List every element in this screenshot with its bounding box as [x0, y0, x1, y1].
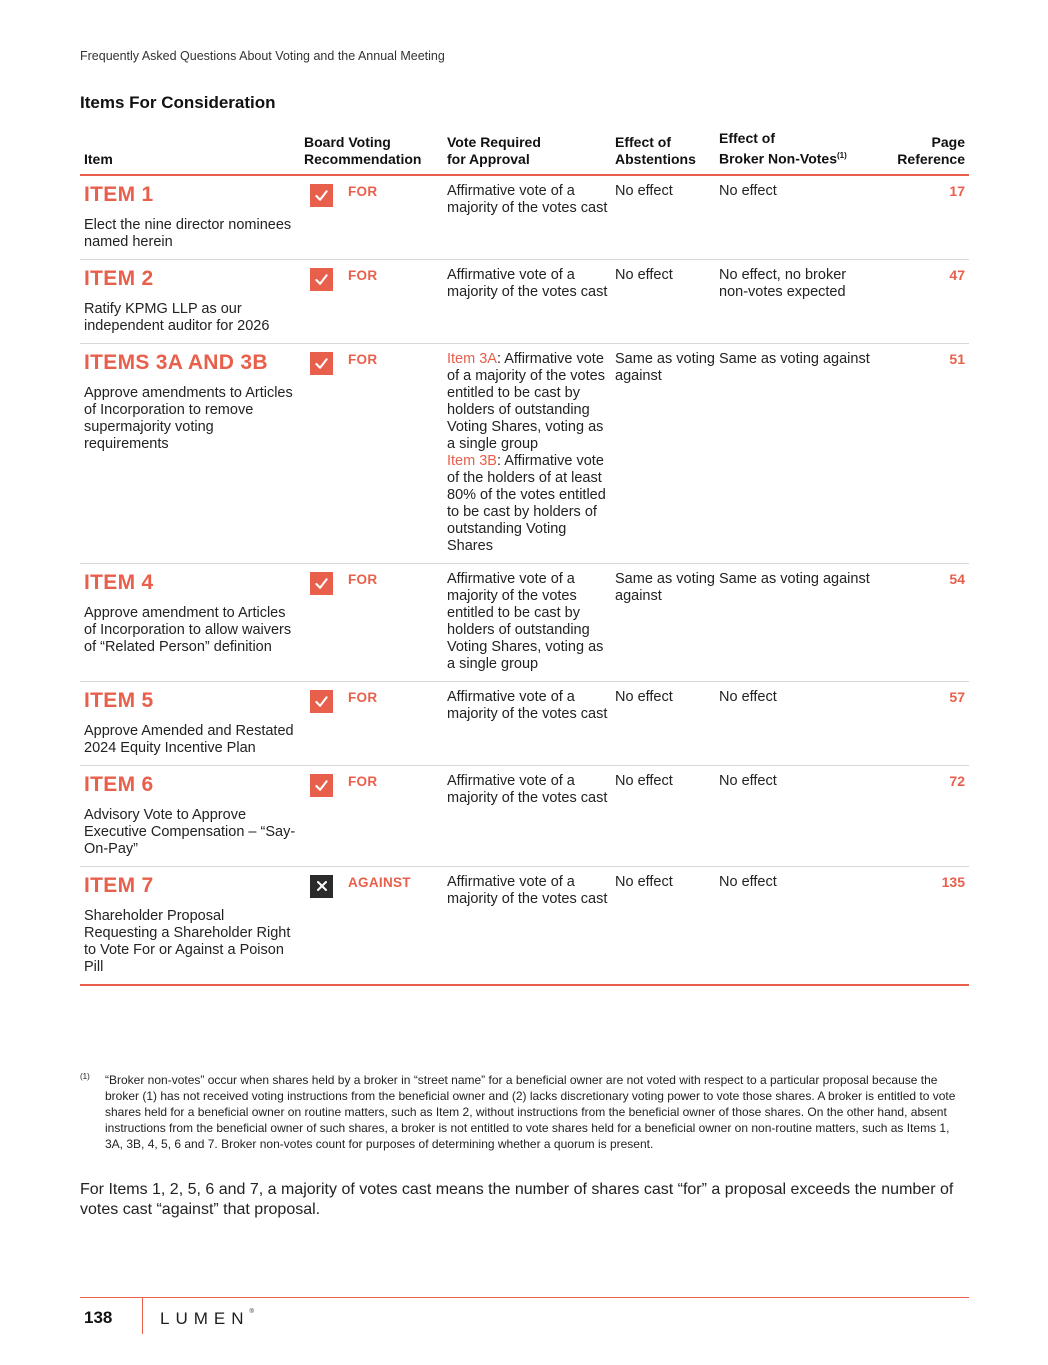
abstentions-effect: No effect	[615, 266, 673, 283]
logo-text: LUMEN	[160, 1309, 250, 1328]
table-row	[80, 765, 969, 866]
item-3b-label: Item 3B	[447, 452, 497, 469]
vote-required: Affirmative vote of a majority of the votes cast	[447, 873, 608, 907]
page-reference-link[interactable]: 51	[949, 350, 965, 367]
table-row	[80, 343, 969, 563]
checkmark-icon	[310, 774, 333, 797]
item-3a-label: Item 3A	[447, 350, 497, 367]
recommendation-label: AGAINST	[348, 874, 411, 890]
running-head: Frequently Asked Questions About Voting and the Annual Meeting	[80, 49, 445, 63]
vote-required: Affirmative vote of a majority of the votes cast	[447, 266, 608, 300]
item-number: ITEM 7	[84, 873, 154, 897]
footnote-text: “Broker non-votes” occur when shares held by a broker in “street name” for a beneficial owner are not voted with respect to a particular proposal because the broker (1) has not received voting instructions from the beneficial owner and (2) lacks discretionary voting power to vote those shares. A broker is entitled to vote shares held for a beneficial owner on routine matters, such as Item 2, without instructions from the beneficial owner of those shares. On the other hand, absent instructions from the beneficial owner of such shares, a broker is not entitled to vote shares held for a beneficial owner on non-routine matters, such as Items 1, 3A, 3B, 4, 5, 6 and 7. Broker non-votes count for purposes of determining whether a quorum is present.	[105, 1073, 956, 1151]
checkmark-icon	[310, 352, 333, 375]
logo-registered-mark: ®	[249, 1309, 254, 1315]
recommendation-label: FOR	[348, 183, 378, 199]
item-description: Shareholder Proposal Requesting a Shareholder Right to Vote For or Against a Poison Pill	[84, 907, 291, 975]
item-description: Advisory Vote to Approve Executive Compensation – “Say-On-Pay”	[84, 806, 296, 857]
recommendation-label: FOR	[348, 773, 378, 789]
vote-required: Affirmative vote of a majority of the votes cast	[447, 772, 608, 806]
page-reference-link[interactable]: 54	[949, 570, 965, 587]
abstentions-effect: Same as voting against	[615, 350, 715, 384]
item-description: Approve amendment to Articles of Incorporation to allow waivers of “Related Person” definition	[84, 604, 292, 655]
header-broker-non-votes: Effect of Broker Non-Votes$^{(1)}$	[719, 130, 847, 167]
header-abstentions: Effect of Abstentions	[615, 133, 696, 167]
recommendation-label: FOR	[348, 267, 378, 283]
header-board-recommendation: Board Voting Recommendation	[304, 133, 422, 167]
abstentions-effect: No effect	[615, 772, 673, 789]
recommendation-label: FOR	[348, 689, 378, 705]
table-row	[80, 563, 969, 681]
vote-required: Affirmative vote of a majority of the votes cast	[447, 182, 608, 216]
footnote-marker: (1)	[80, 1072, 90, 1081]
broker-effect: No effect	[719, 688, 777, 705]
lumen-logo	[160, 1309, 254, 1329]
page-reference-link[interactable]: 72	[949, 772, 965, 789]
header-vote-required: Vote Required for Approval	[447, 133, 541, 167]
broker-effect: No effect, no broker non-votes expected	[719, 266, 847, 300]
checkmark-icon	[310, 268, 333, 291]
checkmark-icon	[310, 572, 333, 595]
closing-paragraph: For Items 1, 2, 5, 6 and 7, a majority of votes cast means the number of shares cast “for” a proposal exceeds the number of votes cast “against” that proposal.	[80, 1181, 954, 1218]
vote-required: Affirmative vote of a majority of the votes entitled to be cast by holders of outstanding Voting Shares, voting as a single group	[447, 570, 604, 672]
page-reference-link[interactable]: 57	[949, 688, 965, 705]
broker-effect: Same as voting against	[719, 570, 870, 587]
item-number: ITEM 1	[84, 182, 154, 206]
broker-effect: Same as voting against	[719, 350, 870, 367]
items-table	[80, 130, 969, 986]
table-row	[80, 866, 969, 985]
vote-required: Affirmative vote of a majority of the votes cast	[447, 688, 608, 722]
table-header-row	[80, 130, 969, 175]
recommendation-label: FOR	[348, 351, 378, 367]
checkmark-icon	[310, 184, 333, 207]
x-mark-icon	[310, 875, 333, 898]
item-number: ITEMS 3A AND 3B	[84, 350, 268, 374]
broker-effect: No effect	[719, 873, 777, 890]
page-number: 138	[84, 1308, 113, 1327]
checkmark-icon	[310, 690, 333, 713]
broker-effect: No effect	[719, 182, 777, 199]
table-row	[80, 681, 969, 765]
abstentions-effect: No effect	[615, 688, 673, 705]
vote-required	[447, 343, 615, 563]
item-number: ITEM 6	[84, 772, 154, 796]
table-row	[80, 259, 969, 343]
item-description: Approve amendments to Articles of Incorporation to remove supermajority voting requirements	[84, 384, 293, 452]
header-page-reference: Page Reference	[897, 133, 965, 167]
section-title: Items For Consideration	[80, 93, 276, 112]
item-number: ITEM 2	[84, 266, 154, 290]
item-3a-text: : Affirmative vote of a majority of the votes entitled to be cast by holders of outstanding Voting Shares, voting as a single group	[447, 350, 605, 452]
page-reference-link[interactable]: 17	[949, 182, 965, 199]
abstentions-effect: Same as voting against	[615, 570, 715, 604]
item-description: Ratify KPMG LLP as our independent auditor for 2026	[84, 300, 270, 334]
broker-effect: No effect	[719, 772, 777, 789]
item-3b-text: : Affirmative vote of the holders of at least 80% of the votes entitled to be cast by holders of outstanding Voting Shares	[447, 452, 606, 554]
header-item: Item	[84, 150, 113, 167]
footnote	[80, 1072, 960, 1152]
page-reference-link[interactable]: 47	[949, 266, 965, 283]
abstentions-effect: No effect	[615, 182, 673, 199]
item-description: Elect the nine director nominees named herein	[84, 216, 292, 250]
recommendation-label: FOR	[348, 571, 378, 587]
footer-divider	[142, 1298, 143, 1334]
footer-rule	[80, 1297, 969, 1298]
abstentions-effect: No effect	[615, 873, 673, 890]
item-number: ITEM 5	[84, 688, 154, 712]
page-reference-link[interactable]: 135	[941, 873, 965, 890]
table-row	[80, 175, 969, 260]
item-description: Approve Amended and Restated 2024 Equity Incentive Plan	[84, 722, 294, 756]
item-number: ITEM 4	[84, 570, 154, 594]
